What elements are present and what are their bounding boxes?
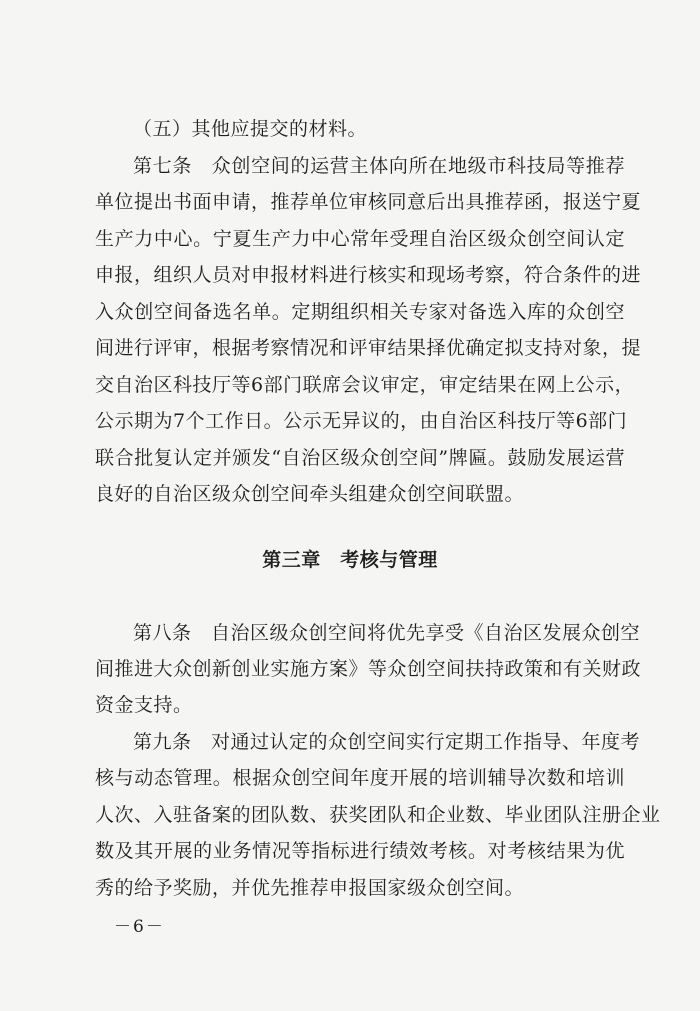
article-seven-line-6: 间进行评审，根据考察情况和评审结果择优确定拟支持对象，提 [95, 337, 642, 359]
article-seven-line-10: 良好的自治区级众创空间牵头组建众创空间联盟。 [95, 483, 525, 505]
article-nine-line-3: 人次、入驻备案的团队数、获奖团队和企业数、毕业团队注册企业 [95, 804, 661, 826]
article-eight-line-2: 间推进大众创新创业实施方案》等众创空间扶持政策和有关财政 [95, 658, 642, 680]
article-eight-line-1: 第八条 自治区级众创空间将优先享受《自治区发展众创空 [133, 622, 641, 644]
article-nine-line-2: 核与动态管理。根据众创空间年度开展的培训辅导次数和培训 [95, 767, 625, 789]
article-seven-line-1: 第七条 众创空间的运营主体向所在地级市科技局等推荐 [133, 155, 625, 177]
page-number: －6－ [114, 917, 165, 937]
article-seven-line-9: 联合批复认定并颁发“自治区级众创空间”牌匾。鼓励发展运营 [95, 447, 625, 469]
article-nine-line-1: 第九条 对通过认定的众创空间实行定期工作指导、年度考 [133, 731, 641, 753]
article-seven-line-8: 公示期为7个工作日。公示无异议的，由自治区科技厅等6部门 [95, 410, 628, 432]
article-nine-line-5: 秀的给予奖励，并优先推荐申报国家级众创空间。 [95, 877, 525, 899]
article-seven-line-2: 单位提出书面申请，推荐单位审核同意后出具推荐函，报送宁夏 [95, 191, 642, 213]
item-five-line: （五）其他应提交的材料。 [133, 118, 368, 140]
article-seven-line-4: 申报，组织人员对申报材料进行核实和现场考察，符合条件的进 [95, 264, 642, 286]
article-seven-line-3: 生产力中心。宁夏生产力中心常年受理自治区级众创空间认定 [95, 228, 625, 250]
article-nine-line-4: 数及其开展的业务情况等指标进行绩效考核。对考核结果为优 [95, 840, 625, 862]
article-eight-line-3: 资金支持。 [95, 694, 193, 716]
chapter-heading: 第三章 考核与管理 [262, 549, 438, 571]
article-seven-line-5: 入众创空间备选名单。定期组织相关专家对备选入库的众创空 [95, 301, 625, 323]
article-seven-line-7: 交自治区科技厅等6部门联席会议审定，审定结果在网上公示， [95, 374, 635, 396]
